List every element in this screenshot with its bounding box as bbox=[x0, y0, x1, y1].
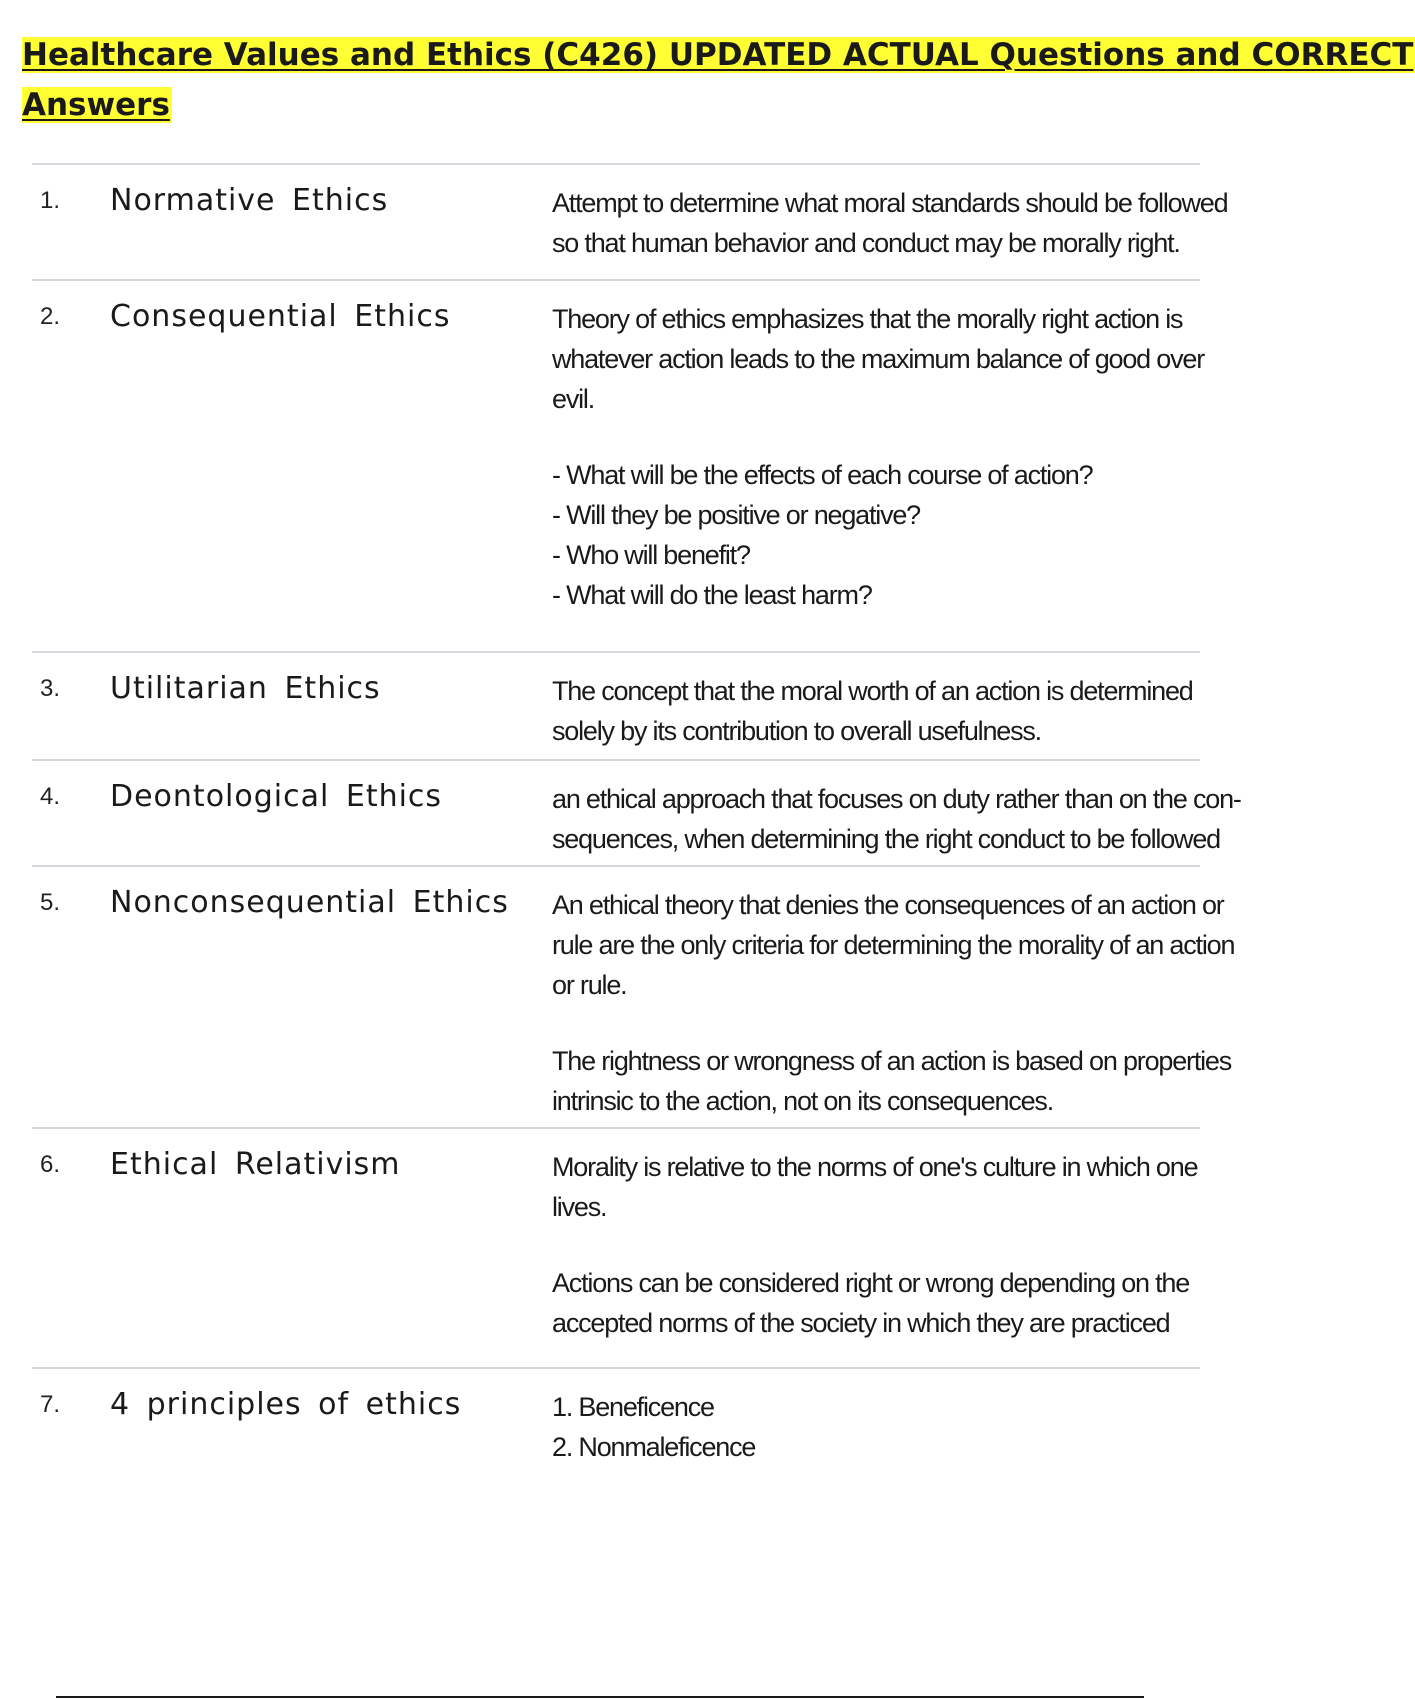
definition-line: an ethical approach that focuses on duty rather than on the con- bbox=[552, 784, 1241, 814]
item-term: Deontological Ethics bbox=[110, 779, 443, 814]
definition-line: - Will they be positive or negative? bbox=[552, 500, 920, 530]
definition-line: rule are the only criteria for determining the morality of an action bbox=[552, 930, 1235, 960]
item-term: Ethical Relativism bbox=[110, 1147, 401, 1182]
item-number: 2. bbox=[40, 303, 61, 330]
item-term: Nonconsequential Ethics bbox=[110, 885, 509, 920]
definition-line: Theory of ethics emphasizes that the morally right action is bbox=[552, 304, 1183, 334]
definition-line: so that human behavior and conduct may be morally right. bbox=[552, 228, 1180, 258]
definition-line: accepted norms of the society in which they are practiced bbox=[552, 1308, 1170, 1338]
definition-line: 2. Nonmaleficence bbox=[552, 1432, 756, 1462]
definition-line: - Who will benefit? bbox=[552, 540, 750, 570]
definition-line: The rightness or wrongness of an action is based on properties bbox=[552, 1046, 1232, 1076]
definition-line: The concept that the moral worth of an action is determined bbox=[552, 676, 1193, 706]
page-title-line-2: Answers bbox=[22, 87, 170, 123]
definition-line: or rule. bbox=[552, 970, 627, 1000]
item-number: 1. bbox=[40, 187, 61, 214]
definition-line: sequences, when determining the right conduct to be followed bbox=[552, 824, 1220, 854]
item-definition bbox=[552, 779, 1241, 859]
definition-spacer bbox=[552, 1005, 1212, 1041]
item-number: 5. bbox=[40, 889, 61, 916]
definition-line: - What will be the effects of each course of action? bbox=[552, 460, 1093, 490]
definition-line: 1. Beneficence bbox=[552, 1392, 714, 1422]
item-term: Utilitarian Ethics bbox=[110, 671, 381, 706]
definition-spacer bbox=[552, 419, 1212, 455]
item-term: Consequential Ethics bbox=[110, 299, 451, 334]
definition-spacer bbox=[552, 1227, 1212, 1263]
definition-line: Actions can be considered right or wrong depending on the bbox=[552, 1268, 1190, 1298]
definition-line: lives. bbox=[552, 1192, 607, 1222]
item-term: 4 principles of ethics bbox=[110, 1387, 462, 1422]
footer-divider bbox=[56, 1696, 1144, 1698]
item-definition bbox=[552, 183, 1228, 263]
definition-line: evil. bbox=[552, 384, 595, 414]
definition-line: whatever action leads to the maximum balance of good over bbox=[552, 344, 1205, 374]
qa-row bbox=[32, 1369, 1200, 1669]
page-title bbox=[22, 30, 1414, 130]
definition-line: intrinsic to the action, not on its consequences. bbox=[552, 1086, 1054, 1116]
item-definition bbox=[552, 1387, 1212, 1467]
item-number: 7. bbox=[40, 1391, 61, 1418]
definition-line: An ethical theory that denies the consequences of an action or bbox=[552, 890, 1224, 920]
qa-row bbox=[32, 281, 1205, 653]
qa-row bbox=[32, 761, 1241, 867]
qa-row bbox=[32, 653, 1200, 761]
item-definition bbox=[552, 671, 1212, 751]
item-definition bbox=[552, 885, 1235, 1121]
qa-row bbox=[32, 867, 1235, 1129]
qa-list bbox=[32, 163, 1241, 1669]
page-title-line-1: Healthcare Values and Ethics (C426) UPDATED ACTUAL Questions and CORRECT bbox=[22, 37, 1414, 73]
definition-line: solely by its contribution to overall usefulness. bbox=[552, 716, 1041, 746]
item-number: 6. bbox=[40, 1151, 61, 1178]
item-term: Normative Ethics bbox=[110, 183, 389, 218]
definition-line: - What will do the least harm? bbox=[552, 580, 872, 610]
qa-row bbox=[32, 165, 1228, 281]
item-number: 3. bbox=[40, 675, 61, 702]
definition-line: Morality is relative to the norms of one's culture in which one bbox=[552, 1152, 1198, 1182]
definition-line: Attempt to determine what moral standards should be followed bbox=[552, 188, 1228, 218]
item-definition bbox=[552, 299, 1212, 615]
item-definition bbox=[552, 1147, 1212, 1343]
qa-row bbox=[32, 1129, 1200, 1369]
item-number: 4. bbox=[40, 783, 61, 810]
